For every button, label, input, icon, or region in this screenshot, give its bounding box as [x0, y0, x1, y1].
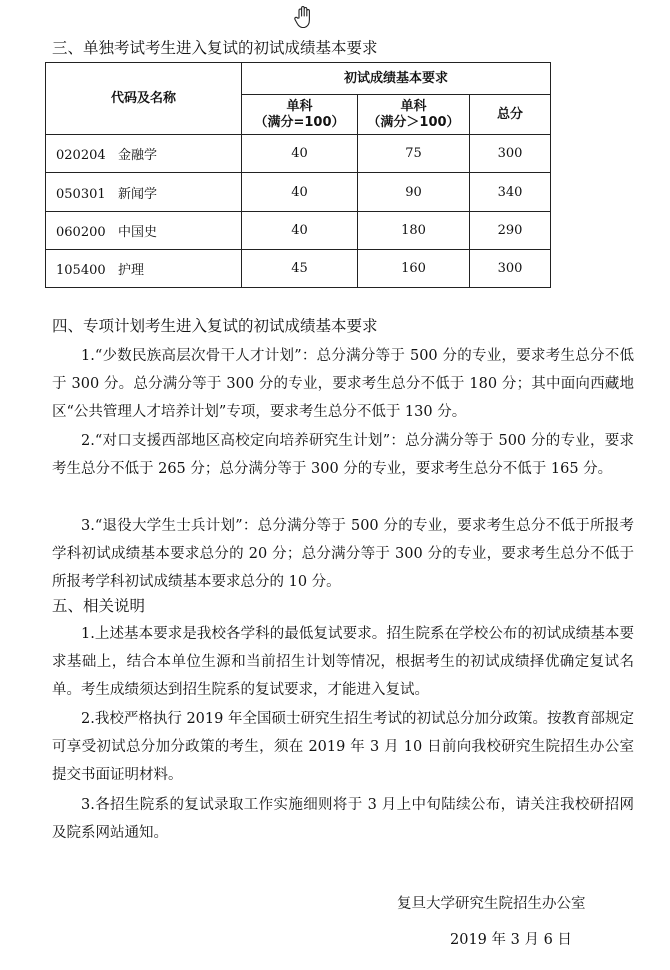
section-4-item-2: 2.“对口支援西部地区高校定向培养研究生计划”：总分满分等于 500 分的专业，要求考生总分不低于 265 分；总分满分等于 300 分的专业，要求考生总分不低于 165 分。 [52, 433, 634, 477]
section-4-item-1: 1.“少数民族高层次骨干人才计划”：总分满分等于 500 分的专业，要求考生总分不低于 300 分。总分满分等于 300 分的专业，要求考生总分不低于 180 分；其中面向西藏地区“公共管理人才培养计划”专项，要求考生总分不低于 130 分。 [52, 348, 634, 420]
table-row [46, 211, 551, 249]
row-total: 300 [470, 249, 551, 287]
table-row [46, 135, 551, 173]
header-single-100 [242, 95, 358, 135]
header-single-100-line1: 单科 [286, 98, 313, 114]
header-total: 总分 [470, 95, 551, 135]
row-single-gt100: 160 [358, 249, 470, 287]
row-total: 290 [470, 211, 551, 249]
table-row [46, 249, 551, 287]
table-header-row [46, 63, 551, 95]
row-total: 300 [470, 135, 551, 173]
signature-organization: 复旦大学研究生院招生办公室 [397, 896, 586, 912]
hand-cursor-icon [292, 4, 316, 30]
signature-date: 2019 年 3 月 6 日 [450, 932, 572, 948]
header-code-name: 代码及名称 [46, 63, 242, 135]
row-single-gt100: 180 [358, 211, 470, 249]
table-row [46, 173, 551, 211]
row-total: 340 [470, 173, 551, 211]
row-single-100: 45 [242, 249, 358, 287]
row-name: 新闻学 [118, 186, 158, 202]
header-single-gt100 [358, 95, 470, 135]
section-4-item-3: 3.“退役大学生士兵计划”：总分满分等于 500 分的专业，要求考生总分不低于所报考学科初试成绩基本要求总分的 20 分；总分满分等于 300 分的专业，要求考生总分不低于所报考学科初试成绩基本要求总分的 10 分。 [52, 518, 634, 590]
header-single-gt100-line1: 单科 [400, 98, 427, 114]
row-single-100: 40 [242, 135, 358, 173]
header-group: 初试成绩基本要求 [242, 63, 551, 95]
row-code-name [46, 249, 242, 287]
section-5-item-2: 2.我校严格执行 2019 年全国硕士研究生招生考试的初试总分加分政策。按教育部规定可享受初试总分加分政策的考生，须在 2019 年 3 月 10 日前向我校研究生院招生办公室提交书面证明材料。 [52, 711, 634, 783]
row-single-100: 40 [242, 173, 358, 211]
row-code-name [46, 211, 242, 249]
section-3-title: 三、单独考试考生进入复试的初试成绩基本要求 [52, 39, 378, 57]
row-code: 105400 [56, 262, 106, 278]
row-code: 050301 [56, 186, 106, 202]
section-5-item-1: 1.上述基本要求是我校各学科的最低复试要求。招生院系在学校公布的初试成绩基本要求基础上，结合本单位生源和当前招生计划等情况，根据考生的初试成绩择优确定复试名单。考生成绩须达到招生院系的复试要求，才能进入复试。 [52, 626, 634, 698]
row-name: 中国史 [118, 224, 158, 240]
row-name: 金融学 [118, 148, 158, 164]
row-single-gt100: 75 [358, 135, 470, 173]
section-5-item-3: 3.各招生院系的复试录取工作实施细则将于 3 月上中旬陆续公布，请关注我校研招网及院系网站通知。 [52, 797, 634, 841]
section-4-title: 四、专项计划考生进入复试的初试成绩基本要求 [52, 317, 378, 335]
row-single-gt100: 90 [358, 173, 470, 211]
row-code-name [46, 135, 242, 173]
row-code: 020204 [56, 148, 106, 164]
header-single-gt100-line2: （满分＞100） [367, 114, 460, 130]
score-requirements-table [45, 62, 551, 288]
row-code-name [46, 173, 242, 211]
section-5-title: 五、相关说明 [52, 597, 146, 615]
row-code: 060200 [56, 224, 106, 240]
row-single-100: 40 [242, 211, 358, 249]
header-single-100-line2: （满分=100） [254, 114, 345, 130]
row-name: 护理 [118, 262, 145, 278]
